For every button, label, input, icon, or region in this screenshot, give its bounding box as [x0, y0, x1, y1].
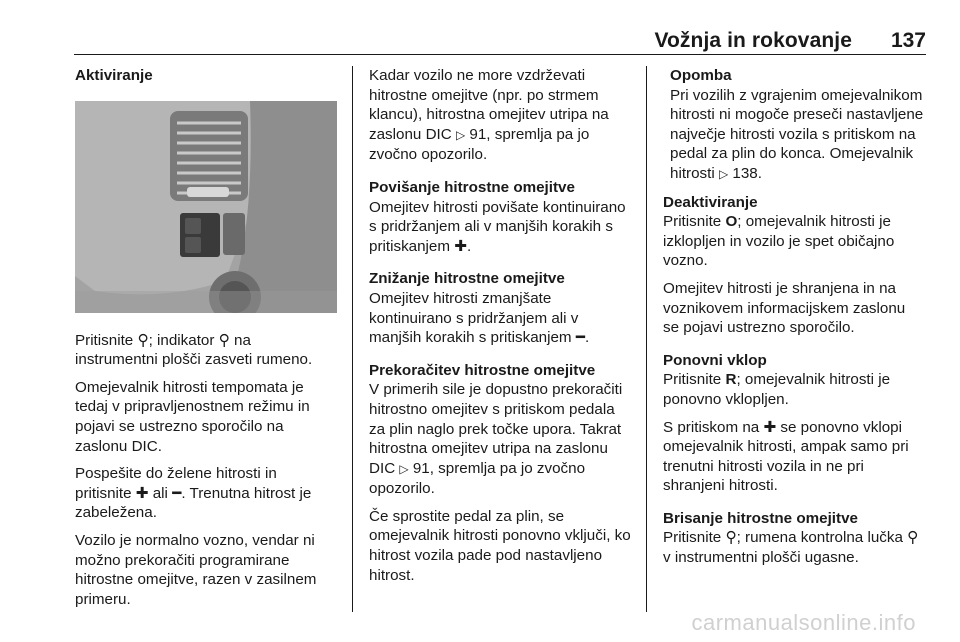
paragraph — [369, 198, 633, 257]
speed-limiter-icon: ⚲ — [907, 529, 919, 547]
plus-icon: ✚ — [763, 418, 777, 436]
paragraph — [75, 464, 337, 523]
section-heading: Ponovni vklop — [663, 351, 767, 369]
minus-icon: ━ — [172, 484, 182, 502]
resume-button-icon: R — [725, 371, 737, 389]
column-3 — [663, 66, 925, 576]
text-run: Pri vozilih z vgrajenim omejevalnikom hitrosti ni mogoče preseči nastavljene največje hitrosti vozila s pritiskom na pedal za plin do konca. Omejevalnik hitrosti — [670, 86, 924, 182]
page-ref-arrow-icon: ▷ — [455, 127, 466, 142]
paragraph — [663, 418, 925, 496]
dashboard-switch-photo — [75, 101, 337, 313]
paragraph — [369, 289, 633, 348]
plus-icon: ✚ — [454, 237, 467, 255]
paragraph: Omejitev hitrosti je shranjena in na voznikovem informacijskem zaslonu se pojavi ustrezno sporočilo. — [663, 279, 906, 337]
text-run: na instrumentni plošči zasveti rumeno. — [75, 331, 313, 369]
text-run: ; omejevalnik hitrosti je izklopljen in vozilo je spet običajno vozno. — [663, 213, 895, 270]
plus-icon: ✚ — [135, 484, 149, 502]
paragraph: Vozilo je normalno vozno, vendar ni možno prekoračiti programirane hitrostne omejitve, razen v zasilnem primeru. — [75, 531, 317, 608]
column-divider — [352, 66, 353, 612]
section-heading: Aktiviranje — [75, 67, 153, 84]
header-rule — [74, 54, 926, 55]
paragraph — [369, 66, 633, 165]
text-run: ; omejevalnik hitrosti je ponovno vklopljen. — [663, 371, 891, 408]
paragraph: Če sprostite pedal za plin, se omejevalnik hitrosti ponovno vključi, ko hitrost vozila pade pod nastavljeno hitrost. — [369, 507, 631, 584]
page-title: Vožnja in rokovanje — [654, 29, 852, 52]
paragraph: Omejevalnik hitrosti tempomata je tedaj v pripravljenostnem režimu in pojavi se ustrezno sporočilo na zaslonu DIC. — [75, 378, 310, 455]
minus-icon: ━ — [575, 329, 585, 347]
text-run: se ponovno vklopi omejevalnik hitrosti, ampak samo pri trenutni hitrosti vozila in ne pri shranjeni hitrosti. — [663, 418, 909, 495]
paragraph — [663, 370, 925, 409]
text-run: Omejitev hitrosti povišate kontinuirano s pridržanjem ali v manjših korakih s pritiskanjem — [369, 198, 626, 255]
text-run: ali — [148, 484, 173, 502]
off-button-icon: O — [725, 213, 738, 231]
text-run: . — [466, 237, 472, 255]
text-run: v instrumentni plošči ugasne. — [663, 549, 859, 567]
paragraph — [663, 212, 925, 271]
note-box — [663, 66, 925, 185]
text-run: 138. — [728, 164, 762, 182]
section-heading: Brisanje hitrostne omejitve — [663, 509, 858, 527]
section-heading: Deaktiviranje — [663, 193, 758, 211]
speed-limiter-icon: ⚲ — [137, 331, 149, 349]
text-run: Pritisnite — [663, 371, 726, 389]
speed-limiter-icon: ⚲ — [725, 529, 737, 547]
text-run: . — [584, 329, 590, 347]
paragraph — [369, 380, 633, 499]
text-run: ; rumena kontrolna lučka — [736, 529, 908, 547]
page-ref-arrow-icon: ▷ — [399, 461, 409, 476]
note-heading: Opomba — [670, 67, 732, 84]
text-run: V primerih sile je dopustno prekoračiti hitrostno omejitev s pritiskom pedala za plin naglo prek točke upora. Takrat hitrostna omejitev utripa na zaslonu DIC — [369, 381, 623, 477]
text-run: Pritisnite — [663, 213, 726, 231]
paragraph — [75, 331, 337, 370]
section-heading: Znižanje hitrostne omejitve — [369, 270, 565, 288]
speed-limiter-icon: ⚲ — [218, 331, 230, 349]
text-run: . Trenutna hitrost je zabeležena. — [75, 484, 312, 522]
text-run: Kadar vozilo ne more vzdrževati hitrostne omejitve (npr. po strmem klancu), hitrostna omejitev utripa na zaslonu DIC — [369, 67, 609, 143]
section-heading: Povišanje hitrostne omejitve — [369, 178, 575, 196]
text-run: Omejitev hitrosti zmanjšate kontinuirano s pridržanjem ali v manjših korakih s pritiskanjem — [369, 289, 579, 347]
text-run: 91, spremlja pa jo zvočno opozorilo. — [369, 459, 586, 498]
text-run: 91, spremlja pa jo zvočno opozorilo. — [369, 125, 590, 164]
section-heading: Prekoračitev hitrostne omejitve — [369, 361, 596, 379]
column-2 — [369, 66, 633, 593]
column-1 — [75, 66, 337, 617]
page-header — [0, 0, 960, 60]
column-divider — [646, 66, 647, 612]
text-run: ; indikator — [148, 331, 219, 349]
text-run: Pospešite do želene hitrosti in pritisnite — [75, 465, 277, 502]
text-run: Pritisnite — [75, 331, 138, 349]
note-text — [670, 86, 925, 185]
paragraph — [663, 528, 925, 567]
watermark: carmanualsonline.info — [691, 610, 916, 635]
text-run: S pritiskom na — [663, 418, 764, 436]
dashboard-switch-illustration — [75, 101, 337, 313]
text-run: Pritisnite — [663, 529, 726, 547]
page-number: 137 — [890, 29, 926, 52]
page-ref-arrow-icon: ▷ — [718, 166, 729, 181]
